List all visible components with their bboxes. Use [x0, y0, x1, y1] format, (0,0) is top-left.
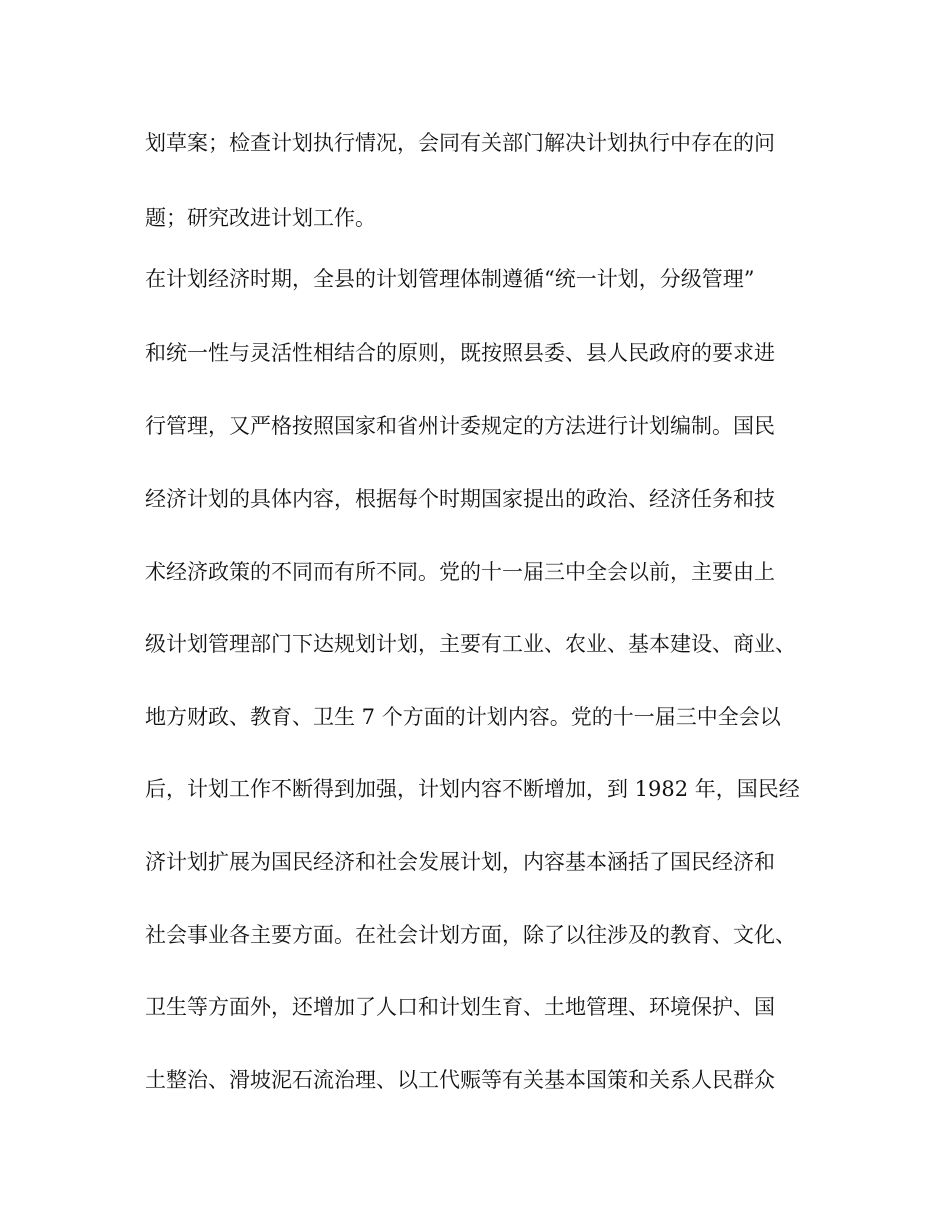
text-line: 济计划扩展为国民经济和社会发展计划，内容基本涵括了国民经济和 — [145, 850, 775, 874]
text-line: 术经济政策的不同而有所不同。党的十一届三中全会以前，主要由上 — [145, 560, 775, 584]
text-line: 经济计划的具体内容，根据每个时期国家提出的政治、经济任务和技 — [145, 487, 775, 511]
text-line: 土整治、滑坡泥石流治理、以工代赈等有关基本国策和关系人民群众 — [145, 1068, 775, 1092]
text-line: 划草案；检查计划执行情况，会同有关部门解决计划执行中存在的问 — [145, 131, 775, 155]
text-line: 题；研究改进计划工作。 — [145, 206, 376, 230]
text-line: 后，计划工作不断得到加强，计划内容不断增加，到 1982 年，国民经 — [145, 777, 800, 801]
text-line: 和统一性与灵活性相结合的原则，既按照县委、县人民政府的要求进 — [145, 341, 775, 365]
text-line: 地方财政、教育、卫生 7 个方面的计划内容。党的十一届三中全会以 — [145, 705, 781, 729]
text-line: 行管理，又严格按照国家和省州计委规定的方法进行计划编制。国民 — [145, 414, 775, 438]
text-line: 在计划经济时期，全县的计划管理体制遵循“统一计划，分级管理” — [145, 267, 755, 291]
text-line: 卫生等方面外，还增加了人口和计划生育、土地管理、环境保护、国 — [145, 995, 775, 1019]
text-line: 社会事业各主要方面。在社会计划方面，除了以往涉及的教育、文化、 — [145, 923, 796, 947]
text-line: 级计划管理部门下达规划计划，主要有工业、农业、基本建设、商业、 — [145, 632, 796, 656]
